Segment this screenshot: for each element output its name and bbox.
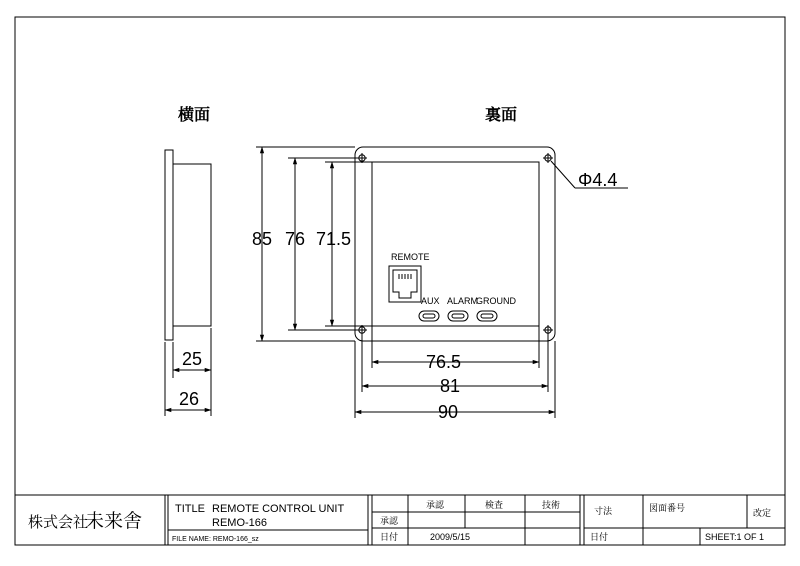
sheet-number: SHEET:1 OF 1 [705, 532, 765, 542]
tech-header: 技術 [542, 500, 561, 510]
port-jacks [419, 311, 497, 321]
side-view-flange [165, 150, 173, 340]
back-view [355, 147, 555, 341]
side-view-body [173, 164, 211, 326]
back-plate-outer [355, 147, 555, 341]
title-caption: TITLE [175, 503, 205, 515]
side-depth-inner-label: 25 [182, 349, 203, 369]
company-name: 未来舎 [85, 511, 143, 532]
date-label: 日付 [590, 532, 609, 542]
width-inner-label: 76.5 [426, 352, 462, 372]
dimension-label: 寸法 [594, 506, 613, 516]
alarm-port-label: ALARM [447, 296, 479, 306]
remote-jack-icon [389, 266, 421, 302]
mounting-holes [357, 153, 553, 335]
width-mid-label: 81 [440, 376, 461, 396]
model-number: REMO-166 [212, 517, 268, 529]
approve-row-label: 承認 [380, 516, 399, 526]
height-inner-label: 71.5 [316, 229, 352, 249]
drawing-frame [15, 17, 785, 545]
date-value: 2009/5/15 [430, 532, 471, 542]
side-depth-outer-label: 26 [179, 389, 200, 409]
aux-port-label: AUX [421, 296, 440, 306]
ground-port-label: GROUND [476, 296, 516, 306]
height-mid-label: 76 [285, 229, 306, 249]
company-prefix: 株式会社 [28, 514, 89, 531]
revision-label: 改定 [753, 508, 772, 518]
inspect-header: 検査 [485, 500, 504, 510]
back-view-label: 裏面 [485, 107, 518, 124]
side-view-label: 横面 [178, 107, 211, 124]
drawing-number-label: 図面番号 [649, 503, 686, 513]
aux-jack-icon [419, 311, 439, 321]
side-view [165, 150, 211, 416]
alarm-jack-icon [448, 311, 468, 321]
approve-header: 承認 [426, 500, 445, 510]
file-name: FILE NAME: REMO-166_sz [172, 536, 259, 543]
width-outer-label: 90 [438, 402, 459, 422]
mounting-hole [543, 325, 553, 335]
title-name: REMOTE CONTROL UNIT [212, 503, 345, 515]
ground-jack-icon [477, 311, 497, 321]
height-outer-label: 85 [252, 229, 273, 249]
remote-port-label: REMOTE [391, 252, 430, 262]
hole-diameter-label: Φ4.4 [578, 170, 618, 190]
date-row-label: 日付 [380, 532, 399, 542]
